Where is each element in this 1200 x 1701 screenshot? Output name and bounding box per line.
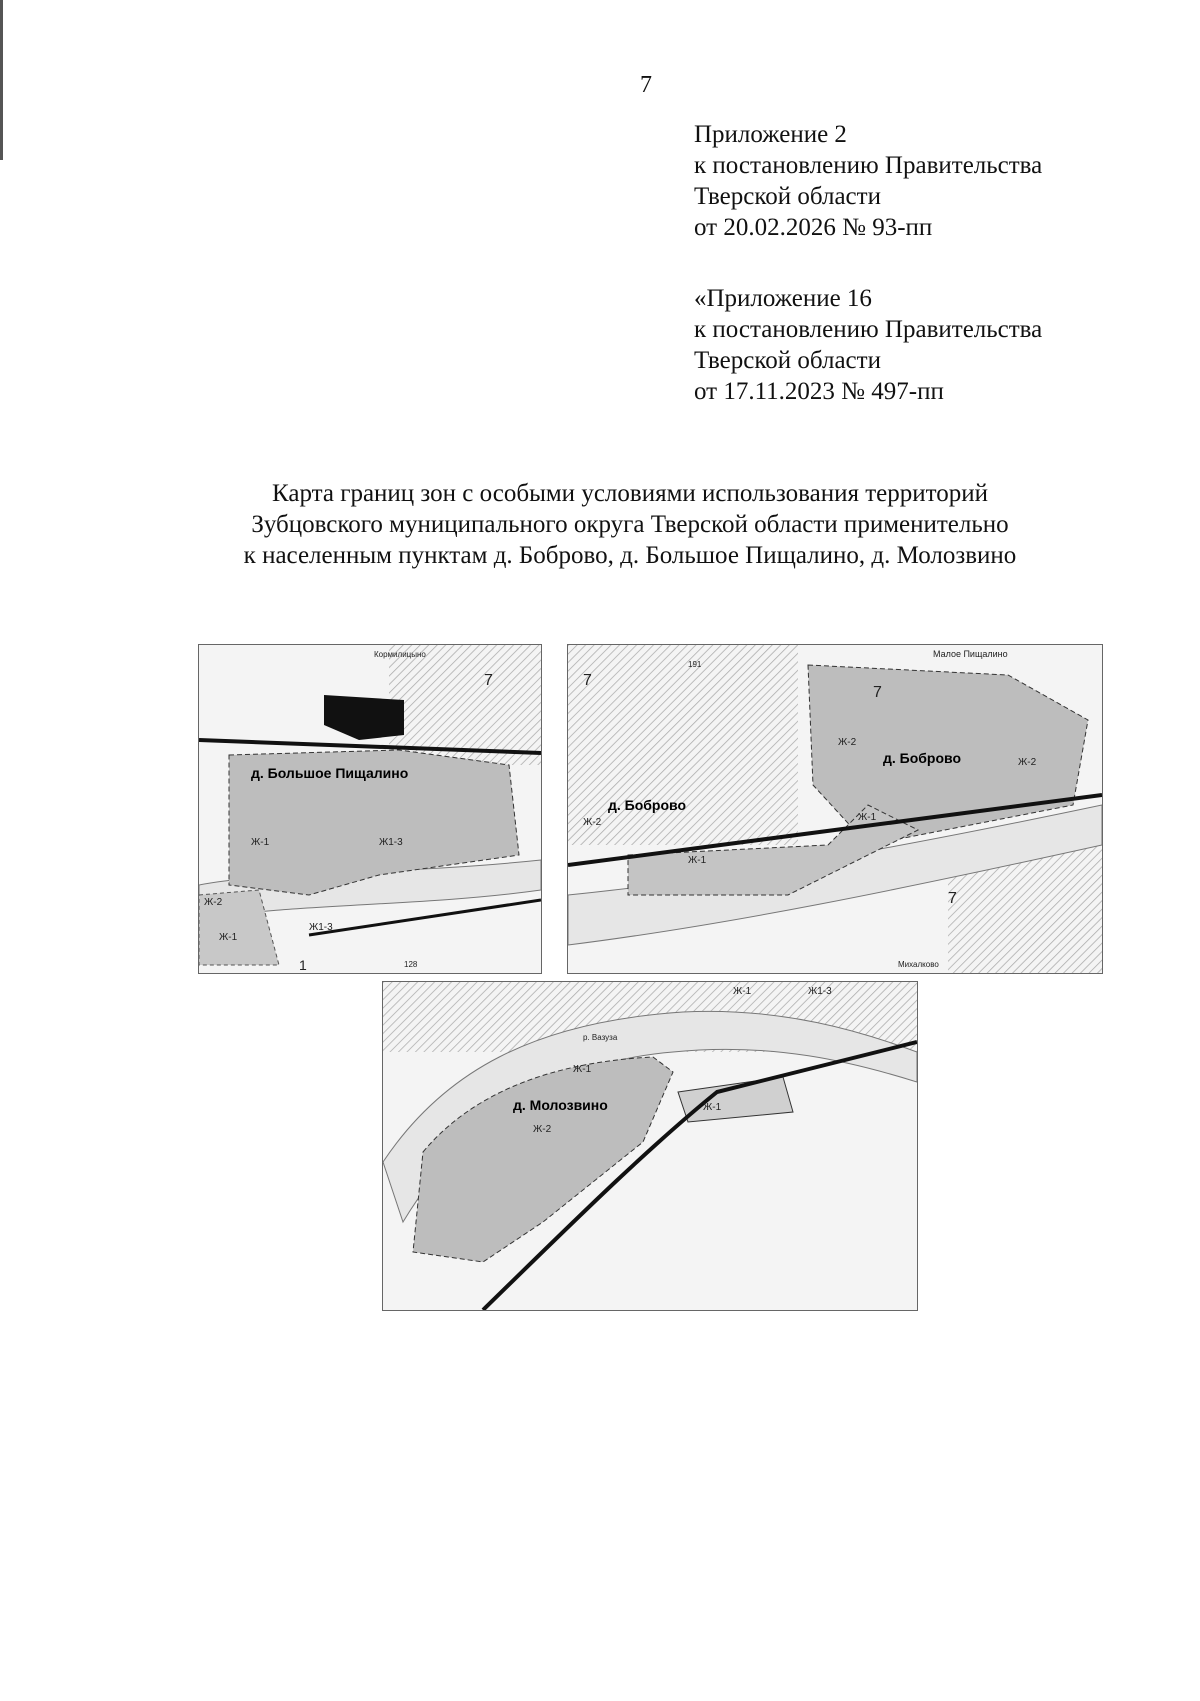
map-small-text: Кормилицыно [374, 650, 426, 659]
map-small-text: 191 [688, 660, 702, 669]
map-small-text: р. Вазуза [583, 1033, 618, 1042]
document-title [150, 478, 1110, 571]
attachment-line: «Приложение 16 [694, 285, 872, 312]
settlement-label: д. Молозвино [513, 1097, 608, 1113]
zone-label: Ж-2 [583, 817, 602, 828]
scan-edge-mark [0, 0, 3, 160]
zone-label: Ж-1 [733, 986, 752, 997]
attachment-line: к постановлению Правительства [694, 152, 1043, 179]
map-bolshoe-pischalino [198, 644, 542, 974]
zone-label: Ж-2 [1018, 757, 1037, 768]
page-number: 7 [640, 72, 652, 98]
attachment-header-original [694, 283, 1042, 407]
map-image [199, 645, 541, 973]
zone-label: Ж-1 [573, 1064, 592, 1075]
attachment-line: к постановлению Правительства [694, 316, 1043, 343]
zone-label: Ж1-3 [379, 837, 403, 848]
zone-label: Ж-2 [838, 737, 857, 748]
attachment-line: от 17.11.2023 № 497-пп [694, 378, 944, 405]
map-bobrovo [567, 644, 1103, 974]
map-molozvino [382, 981, 918, 1311]
zone-label: Ж-1 [703, 1102, 722, 1113]
title-line: к населенным пунктам д. Боброво, д. Большое Пищалино, д. Молозвино [243, 542, 1017, 569]
map-small-text: 128 [404, 960, 418, 969]
hatched-zone [568, 645, 798, 845]
map-image [568, 645, 1102, 973]
zone-label: Ж-1 [688, 855, 707, 866]
zone-label: Ж-2 [204, 897, 223, 908]
zone-label: Ж-1 [219, 932, 238, 943]
attachment-line: Тверской области [694, 183, 881, 210]
zone-marker: 7 [873, 684, 882, 701]
map-small-text: Михалково [898, 960, 939, 969]
zone-marker: 7 [583, 672, 592, 689]
zone-label: Ж-2 [533, 1124, 552, 1135]
settlement-label: д. Большое Пищалино [251, 765, 409, 781]
zone-marker: 1 [299, 957, 307, 973]
zone-marker: 7 [948, 890, 957, 907]
zone-marker: 7 [484, 672, 493, 689]
attachment-line: от 20.02.2026 № 93-пп [694, 214, 933, 241]
zone-label: Ж-1 [251, 837, 270, 848]
map-top-label: Малое Пищалино [933, 649, 1008, 659]
title-line: Карта границ зон с особыми условиями использования территорий [272, 480, 988, 507]
attachment-header-current [694, 119, 1042, 243]
settlement-label: д. Боброво [883, 750, 962, 766]
attachment-line: Приложение 2 [694, 121, 847, 148]
title-line: Зубцовского муниципального округа Тверской области применительно [251, 511, 1009, 538]
attachment-line: Тверской области [694, 347, 881, 374]
settlement-label: д. Боброво [608, 797, 687, 813]
zone-label: Ж1-3 [808, 986, 832, 997]
zone-label: Ж-1 [858, 812, 877, 823]
map-image [383, 982, 917, 1310]
zone-label: Ж1-3 [309, 922, 333, 933]
